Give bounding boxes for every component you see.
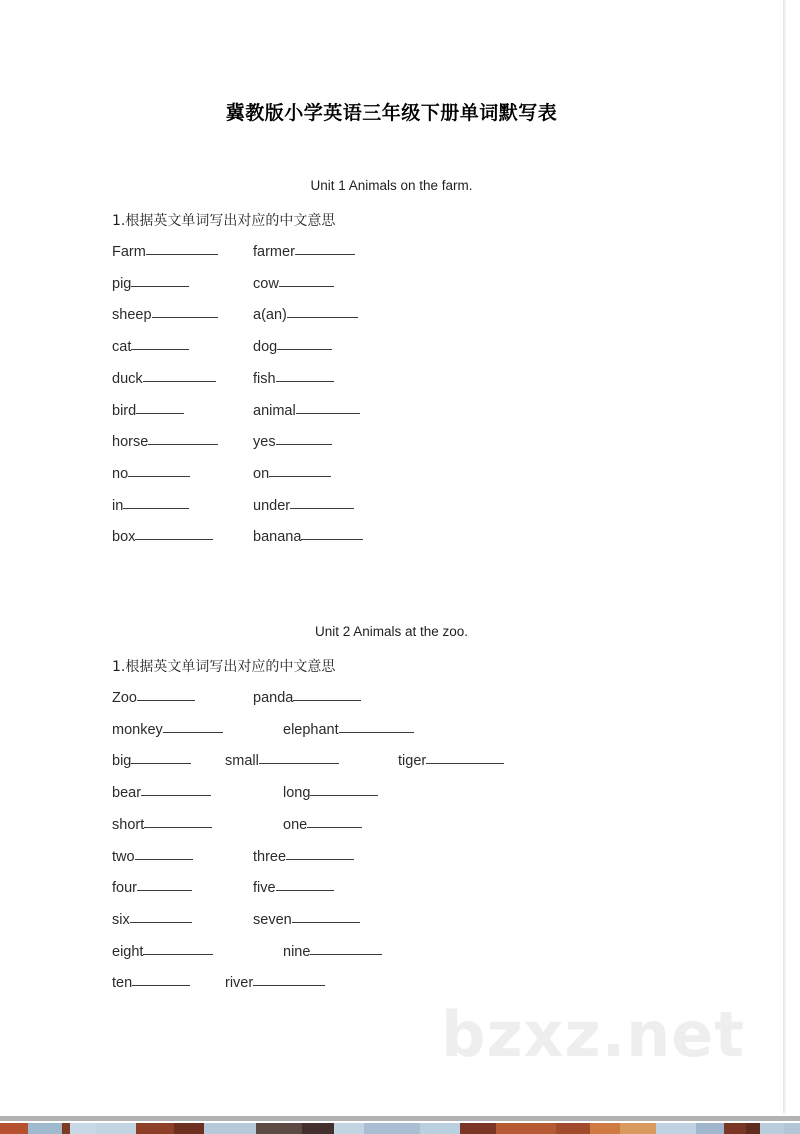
vocabulary-word: under: [253, 497, 291, 514]
answer-blank-line[interactable]: [131, 750, 191, 764]
word-row: [0, 368, 783, 400]
answer-blank-line[interactable]: [269, 463, 331, 477]
strip-color-block: [620, 1123, 656, 1134]
vocabulary-entry: [398, 750, 504, 769]
section-instruction: 1.根据英文单词写出对应的中文意思: [112, 659, 336, 675]
word-row: [0, 909, 783, 941]
answer-blank-line[interactable]: [131, 273, 189, 287]
vocabulary-entry: [112, 241, 218, 260]
vocabulary-entry: [112, 909, 192, 928]
vocabulary-word: bear: [112, 785, 142, 802]
vocabulary-entry: [112, 368, 216, 387]
vocabulary-word: monkey: [112, 721, 163, 738]
vocabulary-entry: [112, 814, 212, 833]
vocabulary-word: fish: [253, 370, 276, 387]
strip-color-block: [746, 1123, 760, 1134]
vocabulary-word: elephant: [283, 721, 339, 738]
vocabulary-word: cat: [112, 339, 132, 356]
answer-blank-line[interactable]: [163, 719, 223, 733]
strip-color-block: [334, 1123, 364, 1134]
vocabulary-entry: [112, 463, 190, 482]
vocabulary-word: ten: [112, 975, 133, 992]
strip-color-block: [724, 1123, 746, 1134]
page-right-gutter: [786, 0, 800, 1113]
answer-blank-line[interactable]: [131, 336, 189, 350]
vocabulary-word: five: [253, 880, 276, 897]
vocabulary-entry: [283, 782, 378, 801]
answer-blank-line[interactable]: [426, 750, 504, 764]
vocabulary-word: a(an): [253, 307, 287, 324]
strip-color-block: [302, 1123, 334, 1134]
answer-blank-line[interactable]: [279, 273, 334, 287]
answer-blank-line[interactable]: [143, 941, 213, 955]
word-row: [0, 273, 783, 305]
section-instruction: 1.根据英文单词写出对应的中文意思: [112, 213, 336, 229]
vocabulary-entry: [112, 877, 192, 896]
vocabulary-word: river: [225, 975, 254, 992]
strip-color-block: [656, 1123, 696, 1134]
vocabulary-word: banana: [253, 529, 302, 546]
answer-blank-line[interactable]: [135, 846, 193, 860]
word-row: [0, 972, 783, 1004]
vocabulary-word: small: [225, 753, 259, 770]
word-row: [0, 846, 783, 878]
vocabulary-entry: [253, 463, 331, 482]
word-row: [0, 750, 783, 782]
answer-blank-line[interactable]: [128, 463, 190, 477]
vocabulary-word: no: [112, 465, 129, 482]
answer-blank-line[interactable]: [295, 241, 355, 255]
vocabulary-word: two: [112, 848, 135, 865]
page-title: 冀教版小学英语三年级下册单词默写表: [225, 102, 558, 124]
vocabulary-entry: [112, 782, 211, 801]
word-row: [0, 687, 783, 719]
vocabulary-word: dog: [253, 339, 278, 356]
vocabulary-entry: [112, 750, 191, 769]
strip-color-block: [556, 1123, 590, 1134]
vocabulary-word: short: [112, 816, 145, 833]
site-watermark: bzxz.net: [441, 998, 745, 1071]
vocabulary-entry: [253, 846, 354, 865]
vocabulary-entry: [225, 972, 325, 991]
vocabulary-word: sheep: [112, 307, 152, 324]
vocabulary-entry: [253, 368, 334, 387]
answer-blank-line[interactable]: [148, 431, 218, 445]
answer-blank-line[interactable]: [307, 814, 362, 828]
vocabulary-word: long: [283, 785, 311, 802]
vocabulary-entry: [253, 909, 360, 928]
vocabulary-entry: [112, 972, 190, 991]
answer-blank-line[interactable]: [277, 336, 332, 350]
vocabulary-entry: [253, 526, 363, 545]
vocabulary-entry: [112, 846, 193, 865]
answer-blank-line[interactable]: [293, 687, 361, 701]
vocabulary-entry: [253, 431, 332, 450]
vocabulary-entry: [253, 241, 355, 260]
strip-color-block: [420, 1123, 460, 1134]
answer-blank-line[interactable]: [132, 972, 190, 986]
vocabulary-word: animal: [253, 402, 296, 419]
strip-color-block: [256, 1123, 302, 1134]
word-row: [0, 719, 783, 751]
answer-blank-line[interactable]: [259, 750, 339, 764]
answer-blank-line[interactable]: [310, 782, 378, 796]
vocabulary-word: Farm: [112, 244, 146, 260]
vocabulary-entry: [112, 336, 189, 355]
answer-blank-line[interactable]: [143, 368, 216, 382]
word-row: [0, 463, 783, 495]
strip-color-block: [496, 1123, 556, 1134]
answer-blank-line[interactable]: [253, 972, 325, 986]
vocabulary-word: one: [283, 816, 308, 833]
vocabulary-word: nine: [283, 943, 311, 960]
answer-blank-line[interactable]: [141, 782, 211, 796]
word-row: [0, 400, 783, 432]
vocabulary-entry: [283, 814, 362, 833]
strip-color-block: [204, 1123, 256, 1134]
vocabulary-entry: [283, 941, 382, 960]
page-separator-bar: [0, 1116, 800, 1121]
vocabulary-entry: [112, 495, 189, 514]
answer-blank-line[interactable]: [292, 909, 360, 923]
strip-color-block: [784, 1123, 800, 1134]
unit-heading: Unit 1 Animals on the farm.: [310, 178, 473, 193]
vocabulary-word: Zoo: [112, 690, 137, 706]
vocabulary-entry: [253, 273, 334, 292]
vocabulary-word: three: [253, 848, 287, 865]
answer-blank-line[interactable]: [146, 241, 218, 255]
answer-blank-line[interactable]: [339, 719, 414, 733]
answer-blank-line[interactable]: [287, 304, 358, 318]
vocabulary-entry: [253, 687, 361, 706]
vocabulary-word: in: [112, 497, 124, 514]
vocabulary-entry: [112, 941, 213, 960]
word-row: [0, 877, 783, 909]
answer-blank-line[interactable]: [137, 877, 192, 891]
answer-blank-line[interactable]: [296, 400, 360, 414]
vocabulary-entry: [112, 526, 213, 545]
word-row: [0, 304, 783, 336]
strip-color-block: [590, 1123, 620, 1134]
vocabulary-entry: [112, 431, 218, 450]
next-page-preview-strip: [0, 1123, 800, 1134]
word-row: [0, 336, 783, 368]
vocabulary-word: cow: [253, 275, 279, 292]
answer-blank-line[interactable]: [130, 909, 192, 923]
vocabulary-word: eight: [112, 943, 144, 960]
answer-blank-line[interactable]: [276, 877, 334, 891]
answer-blank-line[interactable]: [276, 368, 334, 382]
strip-color-block: [696, 1123, 724, 1134]
vocabulary-entry: [253, 304, 358, 323]
word-row: [0, 814, 783, 846]
answer-blank-line[interactable]: [144, 814, 212, 828]
vocabulary-word: horse: [112, 434, 149, 451]
strip-color-block: [96, 1123, 136, 1134]
strip-color-block: [364, 1123, 420, 1134]
answer-blank-line[interactable]: [286, 846, 354, 860]
word-row: [0, 526, 783, 558]
vocabulary-word: panda: [253, 690, 294, 706]
answer-blank-line[interactable]: [123, 495, 189, 509]
answer-blank-line[interactable]: [135, 526, 213, 540]
vocabulary-entry: [112, 304, 218, 323]
unit-heading: Unit 2 Animals at the zoo.: [314, 624, 469, 639]
vocabulary-entry: [253, 877, 334, 896]
vocabulary-entry: [112, 719, 223, 738]
strip-color-block: [62, 1123, 70, 1134]
vocabulary-entry: [283, 719, 414, 738]
vocabulary-word: yes: [253, 434, 276, 451]
vocabulary-word: tiger: [398, 753, 427, 770]
vocabulary-word: six: [112, 911, 130, 928]
vocabulary-word: box: [112, 529, 136, 546]
vocabulary-word: pig: [112, 275, 132, 292]
vocabulary-word: seven: [253, 911, 292, 928]
answer-blank-line[interactable]: [276, 431, 332, 445]
vocabulary-entry: [225, 750, 339, 769]
word-row: [0, 495, 783, 527]
answer-blank-line[interactable]: [137, 687, 195, 701]
strip-color-block: [136, 1123, 174, 1134]
answer-blank-line[interactable]: [301, 526, 363, 540]
vocabulary-entry: [253, 400, 360, 419]
vocabulary-word: big: [112, 753, 132, 770]
strip-color-block: [0, 1123, 28, 1134]
vocabulary-entry: [253, 495, 354, 514]
vocabulary-entry: [112, 687, 195, 706]
answer-blank-line[interactable]: [136, 400, 184, 414]
vocabulary-entry: [253, 336, 332, 355]
vocabulary-word: farmer: [253, 244, 295, 260]
word-row: [0, 782, 783, 814]
vocabulary-word: duck: [112, 370, 143, 387]
word-row: [0, 941, 783, 973]
vocabulary-entry: [112, 273, 189, 292]
answer-blank-line[interactable]: [152, 304, 218, 318]
strip-color-block: [28, 1123, 62, 1134]
strip-color-block: [760, 1123, 784, 1134]
vocabulary-word: on: [253, 465, 270, 482]
strip-color-block: [460, 1123, 496, 1134]
vocabulary-word: four: [112, 880, 137, 897]
vocabulary-entry: [112, 400, 184, 419]
answer-blank-line[interactable]: [290, 495, 354, 509]
answer-blank-line[interactable]: [310, 941, 382, 955]
word-row: [0, 241, 783, 273]
word-row: [0, 431, 783, 463]
strip-color-block: [174, 1123, 204, 1134]
vocabulary-word: bird: [112, 402, 137, 419]
